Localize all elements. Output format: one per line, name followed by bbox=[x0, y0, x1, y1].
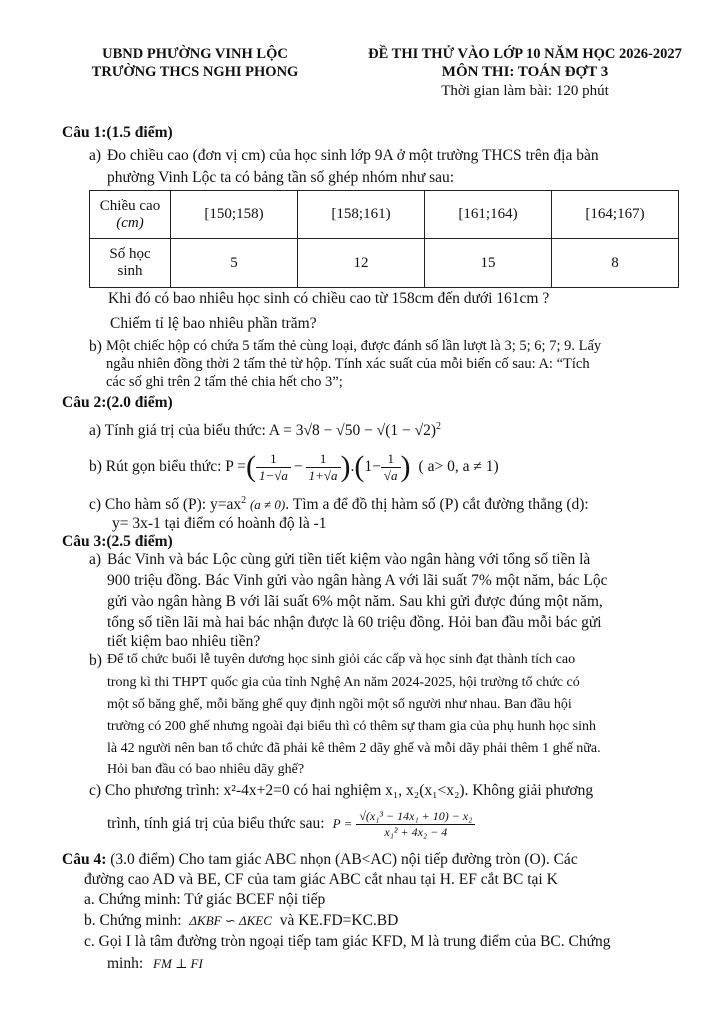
table-header-height bbox=[90, 191, 171, 239]
q2b-fraction-1 bbox=[256, 451, 291, 484]
q3-title: Câu 3:(2.5 điểm) bbox=[62, 533, 173, 550]
q2b-condition: ( a> 0, a ≠ 1) bbox=[418, 458, 499, 475]
header-height-label: Chiều cao bbox=[99, 197, 161, 214]
q2a-expression: 3√8 − √50 − √(1 − √2) bbox=[295, 422, 437, 440]
q4c-text: minh: bbox=[107, 955, 144, 972]
q1a-line2: phường Vinh Lộc ta có bảng tần số ghép nhóm như sau: bbox=[107, 169, 455, 186]
table-cell: [150;158) bbox=[171, 191, 298, 239]
q3c-line1: c) Cho phương trình: x²-4x+2=0 có hai nghiệm x₁, x₂(x₁<x₂). Không giải phương bbox=[89, 782, 594, 799]
q2b-text: b) Rút gọn biểu thức: P = bbox=[89, 458, 246, 475]
q3b-line: là 42 người nên ban tổ chức đã phải kê thêm 2 dãy ghế và mỗi dãy phải thêm 1 ghế nữa. bbox=[107, 741, 601, 756]
exam-title: ĐỀ THI THỬ VÀO LỚP 10 NĂM HỌC 2026-2027 bbox=[368, 46, 682, 62]
q4b-math: ΔKBF ∽ ΔKEC bbox=[189, 913, 272, 928]
q2c-condition: (a ≠ 0) bbox=[249, 497, 286, 513]
q4c-line1: c. Gọi I là tâm đường tròn ngoại tiếp tam giác KFD, M là trung điểm của BC. Chứng bbox=[84, 933, 611, 950]
table-cell: [158;161) bbox=[298, 191, 425, 239]
exam-subject: MÔN THI: TOÁN ĐỢT 3 bbox=[441, 64, 609, 80]
frac-den: 1−√a bbox=[258, 467, 288, 483]
one-minus: 1− bbox=[364, 458, 381, 475]
q1-title: Câu 1:(1.5 điểm) bbox=[62, 124, 173, 141]
frac-den: x₁² + 4x₂ − 4 bbox=[384, 824, 448, 839]
q3c-text: trình, tính giá trị của biểu thức sau: bbox=[107, 815, 325, 832]
q1a-question: Khi đó có bao nhiêu học sinh có chiều cao từ 158cm đến dưới 161cm ? bbox=[108, 290, 550, 307]
q3b-line: Để tổ chức buổi lễ tuyên dương học sinh giỏi các cấp và học sinh đạt thành tích cao bbox=[107, 652, 576, 667]
q2-title: Câu 2:(2.0 điểm) bbox=[62, 394, 173, 411]
q4-text: (3.0 điểm) Cho tam giác ABC nhọn (AB<AC) nội tiếp đường tròn (O). Các bbox=[106, 851, 578, 868]
q3b-label: b) bbox=[89, 652, 102, 669]
q4-title: Câu 4: bbox=[62, 851, 107, 868]
q1b-line3: các số ghi trên 2 tấm thẻ chia hết cho 3”; bbox=[106, 374, 343, 390]
dot-operator: . bbox=[350, 458, 355, 475]
header-count-label: Số học bbox=[109, 246, 151, 262]
q2c-line2: y= 3x-1 tại điểm có hoành độ là -1 bbox=[112, 515, 327, 532]
q4-intro bbox=[62, 851, 578, 869]
frac-num: 1 bbox=[381, 451, 401, 468]
q3b-line: trong kì thi THPT quốc gia của tỉnh Nghệ An năm 2024-2025, hội trường tổ chức có bbox=[107, 675, 580, 690]
table-cell: 12 bbox=[298, 239, 425, 288]
q2c-text: c) Cho hàm số (P): y=ax bbox=[89, 496, 242, 514]
paren-open: ( bbox=[354, 450, 365, 483]
paren-open: ( bbox=[245, 450, 256, 483]
q1a-question-2: Chiếm tỉ lệ bao nhiêu phần trăm? bbox=[110, 315, 317, 332]
q3b-line: một số băng ghế, mỗi băng ghế quy định ngồi một số người như nhau. Ban đầu hội bbox=[107, 697, 572, 712]
q2c-exponent: 2 bbox=[241, 495, 247, 506]
paren-close: ) bbox=[400, 450, 411, 483]
q3b-line: Hỏi ban đầu có bao nhiêu dãy ghế? bbox=[107, 762, 305, 777]
exam-duration: Thời gian làm bài: 120 phút bbox=[441, 83, 609, 99]
school-authority: UBND PHƯỜNG VINH LỘC bbox=[102, 46, 288, 62]
q3b-line: trường có 200 ghế nhưng ngoài đại biểu thì có thêm sự tham gia của phụ hunh học sinh bbox=[107, 719, 596, 734]
q3a-line: Bác Vinh và bác Lộc cùng gửi tiền tiết kiệm vào ngân hàng với tổng số tiền là bbox=[107, 551, 591, 568]
q2a-exponent: 2 bbox=[436, 421, 442, 432]
minus-sign: − bbox=[293, 458, 303, 475]
frequency-table bbox=[89, 190, 679, 288]
q4a: a. Chứng minh: Tứ giác BCEF nội tiếp bbox=[84, 891, 326, 908]
school-name: TRƯỜNG THCS NGHI PHONG bbox=[91, 64, 299, 80]
q4b bbox=[84, 912, 398, 930]
table-row bbox=[90, 191, 679, 239]
q4b-text-2: và KE.FD=KC.BD bbox=[279, 912, 399, 929]
frac-num: 1 bbox=[256, 451, 291, 468]
q2c-line1 bbox=[89, 495, 589, 514]
frac-den: √a bbox=[383, 467, 398, 483]
q2c-text-2: . Tìm a để đồ thị hàm số (P) cắt đường thẳng (d): bbox=[285, 496, 589, 514]
header-count-label-2: sinh bbox=[117, 263, 143, 279]
q4b-text: b. Chứng minh: bbox=[84, 912, 182, 929]
q1a-line1: Đo chiều cao (đơn vị cm) của học sinh lớp 9A ở một trường THCS trên địa bàn bbox=[107, 147, 599, 164]
q4c-math: FM ⊥ FI bbox=[153, 956, 203, 971]
q1b-line1: Một chiếc hộp có chứa 5 tấm thẻ cùng loại, được đánh số lần lượt là 3; 5; 6; 7; 9. Lấy bbox=[106, 338, 602, 354]
q4-line2: đường cao AD và BE, CF của tam giác ABC cắt nhau tại H. EF cắt BC tại K bbox=[84, 871, 558, 888]
paren-close: ) bbox=[340, 450, 351, 483]
table-cell: 15 bbox=[425, 239, 552, 288]
table-header-count bbox=[90, 239, 171, 288]
q2a bbox=[89, 421, 441, 440]
q3c-P: P = bbox=[332, 816, 353, 831]
q3c-line2 bbox=[107, 806, 475, 842]
q3a-line: 900 triệu đồng. Bác Vinh gửi vào ngân hàng A với lãi suất 7% một năm, bác Lộc bbox=[107, 572, 608, 589]
q4c-line2 bbox=[107, 955, 203, 973]
q1a-label: a) bbox=[89, 147, 102, 164]
q2b-fraction-2 bbox=[306, 451, 341, 484]
frac-den: 1+√a bbox=[308, 467, 338, 483]
table-cell: [164;167) bbox=[552, 191, 679, 239]
table-cell: 8 bbox=[552, 239, 679, 288]
q1b-label: b) bbox=[89, 338, 102, 355]
q3a-line: gửi vào ngân hàng B với lãi suất 6% một năm. Sau khi gửi được đúng một năm, bbox=[107, 593, 603, 610]
q3a-line: tiết kiệm bao nhiêu tiền? bbox=[107, 633, 261, 650]
q2b bbox=[89, 446, 499, 488]
table-cell: [161;164) bbox=[425, 191, 552, 239]
table-row bbox=[90, 239, 679, 288]
frac-num: 1 bbox=[306, 451, 341, 468]
header-height-unit: (cm) bbox=[116, 214, 144, 231]
q2a-text: a) Tính giá trị của biểu thức: A = bbox=[89, 422, 292, 440]
q2b-fraction-3 bbox=[381, 451, 401, 484]
q3c-fraction bbox=[356, 809, 475, 840]
q3a-label: a) bbox=[89, 551, 102, 568]
frac-num: √(x₁³ − 14x₁ + 10) − x₂ bbox=[356, 809, 475, 825]
q3a-line: tổng số tiền lãi mà hai bác nhận được là 60 triệu đồng. Hỏi ban đầu mỗi bác gửi bbox=[107, 614, 602, 631]
table-cell: 5 bbox=[171, 239, 298, 288]
q1b-line2: ngẫu nhiên đồng thời 2 tấm thẻ từ hộp. Tính xác suất của mỗi biến cố sau: A: “Tích bbox=[106, 356, 590, 372]
